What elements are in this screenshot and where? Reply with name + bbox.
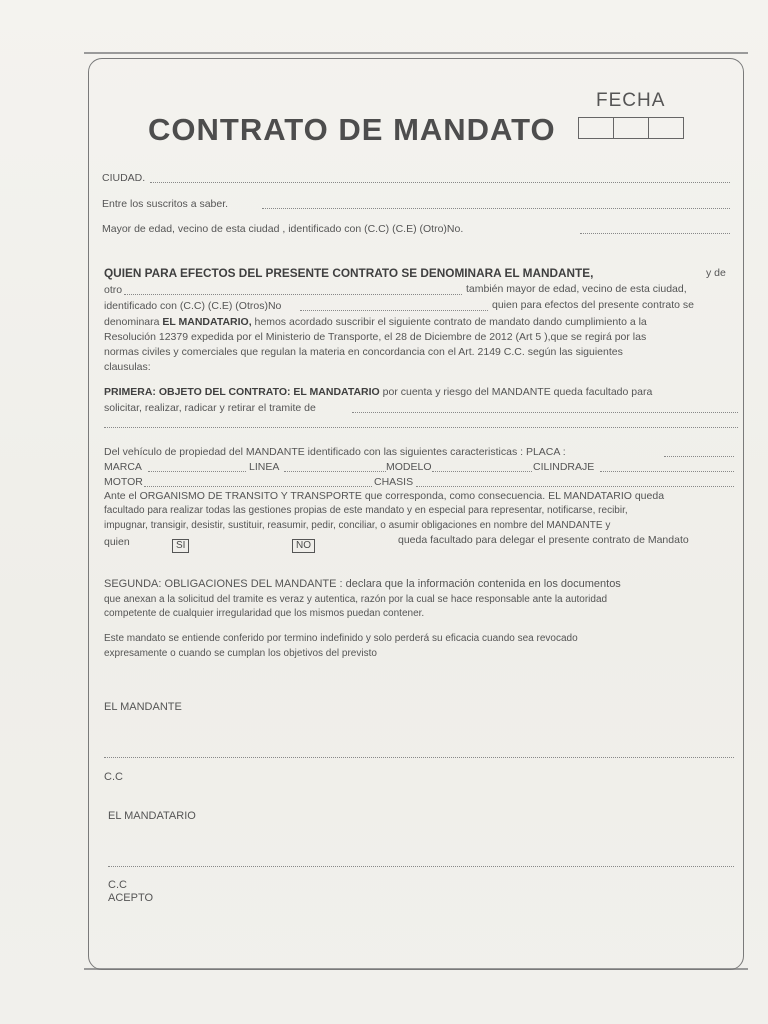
- mandatario-term: EL MANDATARIO,: [162, 316, 252, 328]
- denominara-pre: denominara: [104, 316, 163, 328]
- ciudad-field-line[interactable]: [150, 182, 730, 183]
- document-title: CONTRATO DE MANDATO: [148, 112, 556, 147]
- vigencia-line1: Este mandato se entiende conferido por termino indefinido y solo perderá su eficacia cuando sea revocado: [104, 633, 578, 644]
- segunda-line2: que anexan a la solicitud del tramite es veraz y autentica, razón por la cual se hace responsable ante la autoridad: [104, 594, 608, 605]
- mandante-signature-label: EL MANDANTE: [104, 701, 182, 713]
- fecha-day-box[interactable]: [578, 117, 614, 139]
- fecha-boxes[interactable]: [578, 117, 683, 139]
- denominara-line: [104, 316, 647, 328]
- mandante-heading-tail: y de: [706, 267, 726, 279]
- placa-field-line[interactable]: [664, 456, 734, 457]
- fecha-year-box[interactable]: [648, 117, 684, 139]
- si-option[interactable]: [172, 535, 189, 553]
- mandatario-signature-label: EL MANDATARIO: [108, 810, 196, 822]
- modelo-label: MODELO: [386, 461, 432, 473]
- entre-field-line[interactable]: [262, 208, 730, 209]
- denominara-post: hemos acordado suscribir el siguiente contrato de mandato dando cumplimiento a la: [251, 316, 647, 328]
- resolucion-line: Resolución 12379 expedida por el Ministerio de Transporte, el 28 de Diciembre de 2012 (Art 5 ),que se regirá por las: [104, 331, 647, 343]
- segunda-line3: competente de cualquier irregularidad que los mismos puedan contener.: [104, 608, 425, 619]
- organismo-line: Ante el ORGANISMO DE TRANSITO Y TRANSPORTE que corresponda, como consecuencia. EL MANDATARIO queda: [104, 490, 665, 502]
- linea-label: LINEA: [249, 461, 280, 473]
- tramite-field-line-2[interactable]: [104, 427, 738, 428]
- vehiculo-line: Del vehículo de propiedad del MANDANTE identificado con las siguientes caracteristicas : PLACA :: [104, 446, 566, 458]
- tambien-text: también mayor de edad, vecino de esta ciudad,: [466, 283, 687, 295]
- fecha-month-box[interactable]: [613, 117, 649, 139]
- mandante-heading-row: [104, 266, 593, 280]
- no-option[interactable]: [292, 535, 315, 553]
- quien-label: quien: [104, 536, 130, 548]
- quien-text: quien para efectos del presente contrato se: [492, 299, 694, 311]
- motor-field-line[interactable]: [144, 486, 372, 487]
- cilindraje-label: CILINDRAJE: [533, 461, 595, 473]
- fecha-label: FECHA: [596, 90, 666, 111]
- primera-heading-row: [104, 386, 652, 398]
- marca-field-line[interactable]: [148, 471, 246, 472]
- mandante-cc-label: C.C: [104, 771, 123, 783]
- primera-heading: PRIMERA: OBJETO DEL CONTRATO: EL MANDATARIO: [104, 386, 380, 398]
- normas-line: normas civiles y comerciales que regulan la materia en concordancia con el Art. 2149 C.C. según las siguientes: [104, 346, 623, 358]
- linea-field-line[interactable]: [284, 471, 386, 472]
- mandante-signature-line[interactable]: [104, 757, 734, 758]
- otro-label: otro: [104, 284, 123, 296]
- mandatario-signature-line[interactable]: [108, 866, 734, 867]
- mandatario-cc-label: C.C: [108, 879, 127, 891]
- motor-label: MOTOR: [104, 476, 143, 488]
- marca-label: MARCA: [104, 461, 142, 473]
- vigencia-line2: expresamente o cuando se cumplan los objetivos del previsto: [104, 648, 377, 659]
- chasis-label: CHASIS: [374, 476, 414, 488]
- segunda-heading: SEGUNDA: OBLIGACIONES DEL MANDANTE : declara que la información contenida en los documentos: [104, 578, 621, 590]
- acepto-label: ACEPTO: [108, 892, 154, 904]
- mayor-label: Mayor de edad, vecino de esta ciudad , identificado con (C.C) (C.E) (Otro)No.: [102, 223, 464, 235]
- modelo-field-line[interactable]: [432, 471, 532, 472]
- facultado-line: facultado para realizar todas las gestiones propias de este mandato y en especial para representar, notificarse, recibir,: [104, 505, 628, 516]
- identificado-label: identificado con (C.C) (C.E) (Otros)No: [104, 300, 282, 312]
- primera-heading-rest: por cuenta y riesgo del MANDANTE queda facultado para: [379, 386, 653, 398]
- id-number-line[interactable]: [580, 233, 730, 234]
- top-border: [84, 52, 748, 54]
- no-checkbox[interactable]: NO: [292, 539, 315, 553]
- clausulas-line: clausulas:: [104, 361, 151, 373]
- otro-field-line[interactable]: [124, 294, 462, 295]
- entre-label: Entre los suscritos a saber.: [102, 198, 229, 210]
- impugnar-line: impugnar, transigir, desistir, sustituir, reasumir, pedir, conciliar, o asumir obligaciones en nombre del MANDANTE y: [104, 520, 611, 531]
- delegar-text: queda facultado para delegar el presente contrato de Mandato: [398, 534, 689, 546]
- si-checkbox[interactable]: SI: [172, 539, 189, 553]
- chasis-field-line[interactable]: [416, 486, 734, 487]
- primera-line2: solicitar, realizar, radicar y retirar el tramite de: [104, 402, 316, 414]
- ciudad-label: CIUDAD.: [102, 172, 146, 184]
- cilindraje-field-line[interactable]: [600, 471, 734, 472]
- mandatario-id-line[interactable]: [300, 310, 488, 311]
- mandante-heading: QUIEN PARA EFECTOS DEL PRESENTE CONTRATO SE DENOMINARA EL MANDANTE,: [104, 266, 594, 280]
- tramite-field-line[interactable]: [352, 412, 738, 413]
